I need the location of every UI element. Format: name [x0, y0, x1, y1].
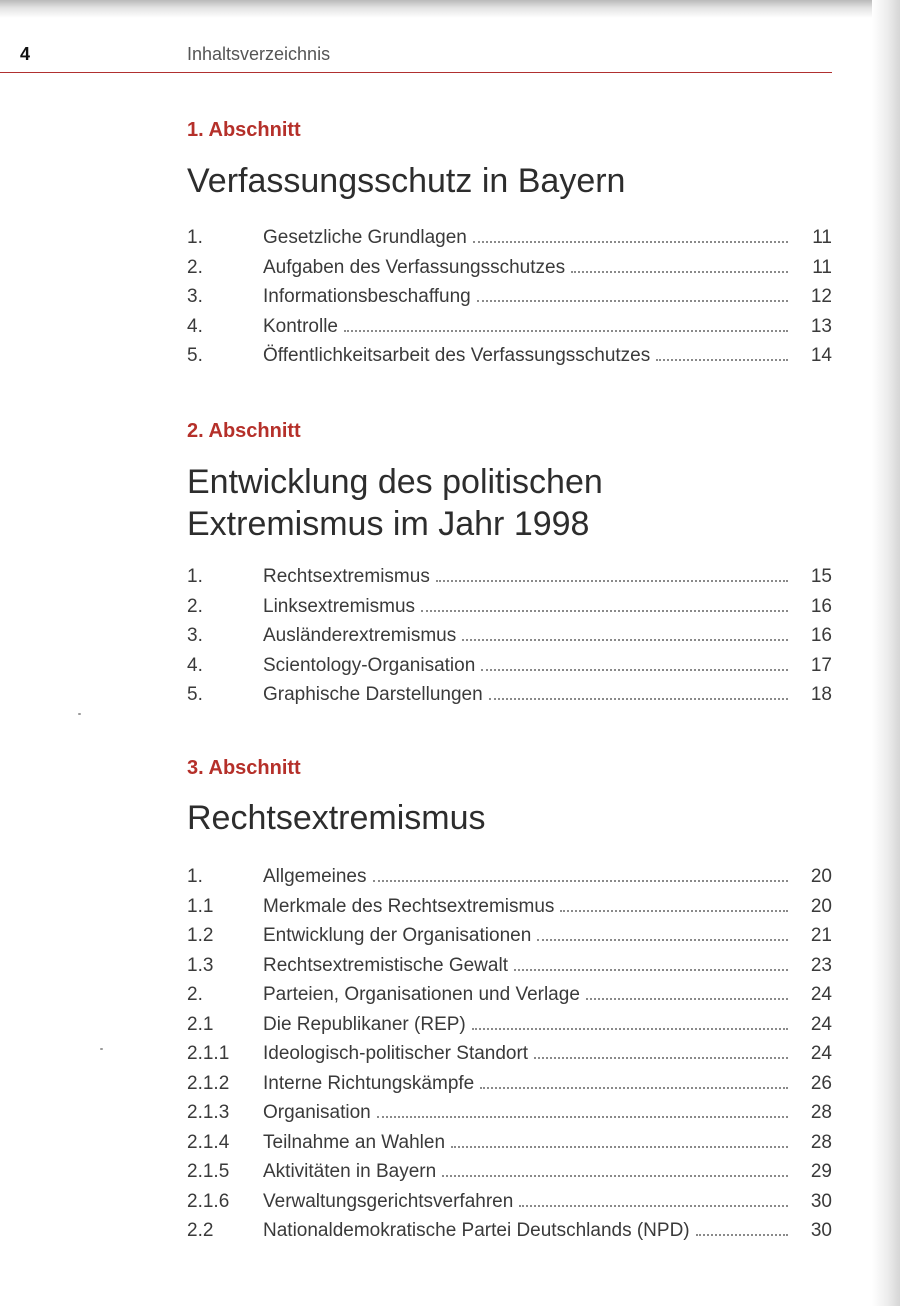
toc-entry-title: Öffentlichkeitsarbeit des Verfassungsschutzes	[263, 345, 651, 366]
toc-entry	[187, 925, 832, 955]
toc-entry-number: 2.1.1	[187, 1043, 230, 1064]
toc-entry-title: Organisation	[263, 1102, 371, 1123]
toc-entry	[187, 866, 832, 896]
toc-entry-number: 4.	[187, 654, 203, 676]
toc-entry-number: 5.	[187, 345, 203, 366]
dot-leader	[373, 879, 789, 882]
page-number: 4	[20, 44, 31, 64]
toc-entry-title: Nationaldemokratische Partei Deutschlands (NPD)	[263, 1220, 690, 1241]
toc-entry	[187, 286, 832, 316]
toc-entry-title: Aufgaben des Verfassungsschutzes	[263, 256, 566, 278]
toc-entry-number: 2.2	[187, 1220, 214, 1241]
toc-entry-page: 15	[810, 566, 832, 587]
toc-entry-title: Parteien, Organisationen und Verlage	[263, 984, 580, 1005]
toc-entry	[187, 625, 832, 655]
dot-leader	[481, 668, 788, 671]
dot-leader	[656, 358, 788, 361]
toc-entry-number: 3.	[187, 625, 203, 646]
toc-entry-page: 20	[810, 895, 832, 917]
toc-entry	[187, 655, 832, 685]
toc-entry-title: Entwicklung der Organisationen	[263, 925, 532, 946]
toc-entry-number: 2.1.4	[187, 1131, 230, 1153]
dot-leader	[472, 1027, 788, 1030]
toc-entry-page: 18	[810, 684, 832, 705]
toc-entry	[187, 955, 832, 985]
toc-entry-page: 29	[810, 1161, 832, 1182]
toc-entry-number: 4.	[187, 315, 203, 337]
scan-right-shadow	[872, 0, 900, 1306]
section-2-toc	[187, 566, 832, 714]
toc-entry-page: 28	[810, 1102, 832, 1123]
toc-entry-title: Aktivitäten in Bayern	[263, 1161, 437, 1182]
dot-leader	[421, 609, 788, 612]
toc-entry-number: 2.	[187, 984, 203, 1005]
toc-entry-page: 30	[810, 1190, 832, 1212]
toc-entry-number: 2.1.2	[187, 1072, 230, 1094]
toc-entry-number: 2.1	[187, 1013, 214, 1035]
toc-entry-page: 24	[810, 1043, 832, 1064]
toc-entry-title: Merkmale des Rechtsextremismus	[263, 895, 555, 917]
toc-entry-title: Ausländerextremismus	[263, 625, 457, 646]
toc-entry-title: Informationsbeschaffung	[263, 286, 471, 307]
toc-entry-page: 30	[810, 1220, 832, 1241]
toc-entry-title: Gesetzliche Grundlagen	[263, 227, 467, 248]
dot-leader	[477, 299, 788, 302]
toc-entry-title: Allgemeines	[263, 866, 367, 887]
section-2-label: 2. Abschnitt	[187, 420, 301, 442]
toc-entry-title: Die Republikaner (REP)	[263, 1013, 466, 1035]
toc-entry-title: Scientology-Organisation	[263, 654, 476, 676]
toc-entry-page: 24	[810, 1013, 832, 1035]
toc-entry	[187, 1132, 832, 1162]
toc-entry-title: Linksextremismus	[263, 595, 416, 617]
toc-entry-number: 1.	[187, 227, 203, 248]
section-1-title-line: Verfassungsschutz in Bayern	[187, 162, 626, 200]
toc-entry-number: 3.	[187, 286, 203, 307]
section-3-label: 3. Abschnitt	[187, 757, 301, 779]
dot-leader	[462, 638, 788, 641]
toc-entry	[187, 257, 832, 287]
toc-entry-number: 1.	[187, 866, 203, 887]
dot-leader	[451, 1145, 788, 1148]
toc-entry-page: 26	[810, 1072, 832, 1094]
toc-entry-page: 16	[810, 625, 832, 646]
toc-entry	[187, 896, 832, 926]
toc-entry-number: 1.3	[187, 954, 214, 976]
toc-entry	[187, 1014, 832, 1044]
toc-entry-title: Graphische Darstellungen	[263, 684, 483, 705]
section-3-title	[187, 797, 486, 839]
toc-entry-title: Ideologisch-politischer Standort	[263, 1043, 529, 1064]
toc-entry	[187, 1191, 832, 1221]
dot-leader	[519, 1204, 788, 1207]
toc-entry-title: Kontrolle	[263, 315, 338, 337]
toc-entry	[187, 1102, 832, 1132]
toc-entry-number: 2.1.5	[187, 1161, 230, 1182]
section-1-label: 1. Abschnitt	[187, 119, 301, 141]
toc-entry-title: Rechtsextremismus	[263, 566, 430, 587]
toc-entry-page: 20	[810, 866, 832, 887]
toc-entry-number: 2.1.6	[187, 1190, 230, 1212]
section-2-title-line-2: Extremismus im Jahr 1998	[187, 505, 590, 543]
section-3-title-line: Rechtsextremismus	[187, 799, 486, 837]
dot-leader	[442, 1174, 788, 1177]
section-2-title-line-1: Entwicklung des politischen	[187, 463, 603, 501]
toc-entry-page: 13	[810, 315, 832, 337]
toc-entry	[187, 1043, 832, 1073]
toc-entry	[187, 1161, 832, 1191]
dot-leader	[534, 1056, 788, 1059]
toc-entry-number: 1.	[187, 566, 203, 587]
dot-leader	[560, 909, 788, 912]
toc-entry	[187, 316, 832, 346]
toc-entry-page: 17	[810, 654, 832, 676]
toc-entry-title: Teilnahme an Wahlen	[263, 1131, 446, 1153]
section-3-toc	[187, 866, 832, 1250]
dot-leader	[436, 579, 788, 582]
scan-speck	[78, 713, 81, 715]
toc-entry-page: 23	[810, 954, 832, 976]
toc-entry-title: Verwaltungsgerichtsverfahren	[263, 1190, 514, 1212]
toc-entry-title: Rechtsextremistische Gewalt	[263, 954, 508, 976]
toc-entry-title: Interne Richtungskämpfe	[263, 1072, 475, 1094]
dot-leader	[586, 997, 788, 1000]
dot-leader	[473, 240, 788, 243]
toc-entry-page: 14	[810, 345, 832, 366]
toc-entry-page: 11	[812, 227, 832, 248]
toc-entry-number: 5.	[187, 684, 203, 705]
toc-entry	[187, 1073, 832, 1103]
toc-entry	[187, 227, 832, 257]
dot-leader	[489, 697, 788, 700]
toc-entry-page: 11	[812, 256, 832, 278]
toc-entry	[187, 596, 832, 626]
toc-entry-number: 2.	[187, 256, 203, 278]
scan-speck	[100, 1048, 103, 1050]
toc-entry	[187, 1220, 832, 1250]
dot-leader	[696, 1233, 788, 1236]
toc-entry-number: 1.2	[187, 925, 214, 946]
toc-entry-number: 2.	[187, 595, 203, 617]
section-1-title	[187, 160, 625, 202]
running-head: Inhaltsverzeichnis	[187, 44, 331, 64]
toc-entry-number: 2.1.3	[187, 1102, 230, 1123]
dot-leader	[377, 1115, 788, 1118]
toc-entry	[187, 684, 832, 714]
toc-entry-page: 21	[810, 925, 832, 946]
dot-leader	[480, 1086, 788, 1089]
toc-entry	[187, 345, 832, 375]
section-2-title	[187, 461, 603, 545]
toc-entry-page: 24	[810, 984, 832, 1005]
toc-entry-page: 12	[810, 286, 832, 307]
toc-entry	[187, 984, 832, 1014]
dot-leader	[514, 968, 788, 971]
dot-leader	[537, 938, 788, 941]
dot-leader	[344, 329, 788, 332]
dot-leader	[571, 270, 788, 273]
toc-entry	[187, 566, 832, 596]
section-1-toc	[187, 227, 832, 375]
toc-entry-number: 1.1	[187, 895, 214, 917]
header-rule	[0, 72, 832, 73]
scan-top-shadow	[0, 0, 900, 18]
toc-entry-page: 16	[810, 595, 832, 617]
toc-entry-page: 28	[810, 1131, 832, 1153]
